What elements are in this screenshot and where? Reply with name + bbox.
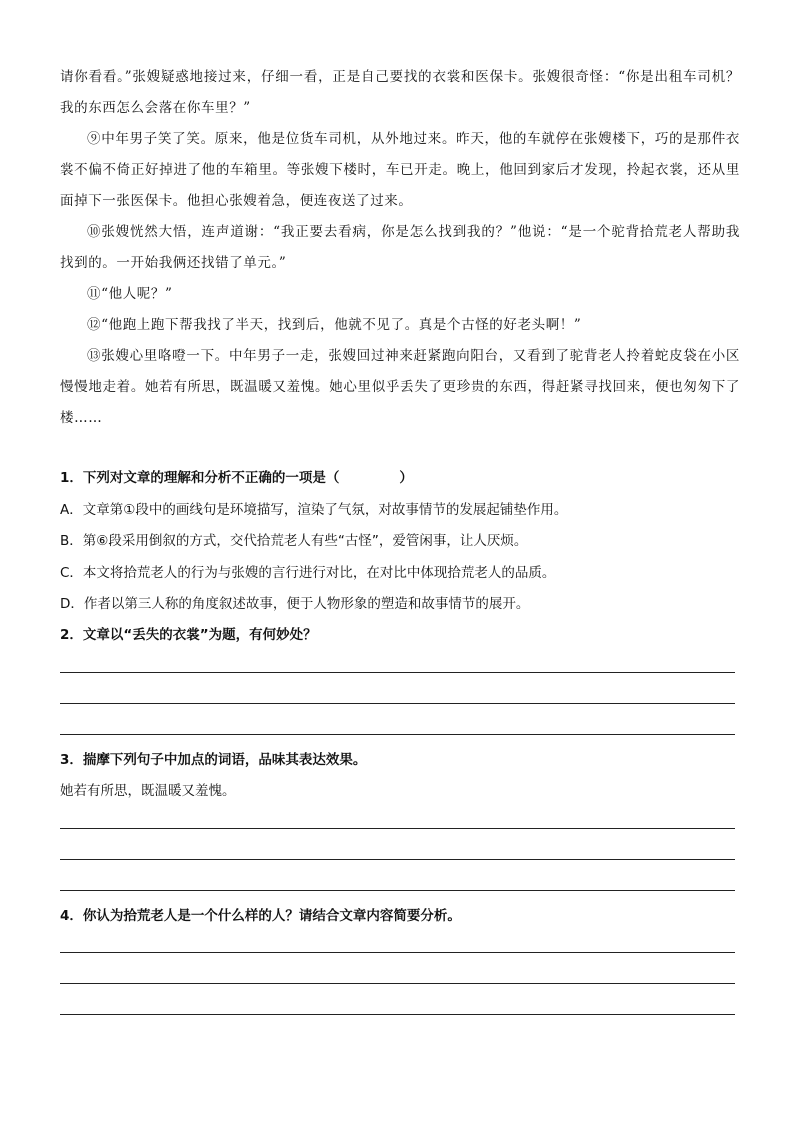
question-4-stem: 4．你认为拾荒老人是一个什么样的人？请结合文章内容简要分析。: [60, 908, 461, 924]
answer-line[interactable]: [60, 672, 735, 673]
question-2-stem: 2．文章以“丢失的衣裳”为题，有何妙处？: [60, 627, 317, 643]
question-1-stem-text: 1．下列对文章的理解和分析不正确的一项是（: [60, 470, 340, 486]
answer-line[interactable]: [60, 890, 735, 891]
answer-line[interactable]: [60, 1014, 735, 1015]
answer-line[interactable]: [60, 828, 735, 829]
passage-paragraph: ⑩张嫂恍然大悟，连声道谢：“我正要去看病，你是怎么找到我的？”他说：“是一个驼背拾荒老人帮助我找到的。一开始我俩还找错了单元。”: [60, 224, 740, 271]
answer-line[interactable]: [60, 983, 735, 984]
answer-line[interactable]: [60, 734, 735, 735]
reading-passage: [60, 62, 740, 434]
question-1-option-c[interactable]: C．本文将拾荒老人的行为与张嫂的言行进行对比，在对比中体现拾荒老人的品质。: [60, 565, 556, 581]
passage-paragraph: ⑫“他跑上跑下帮我找了半天，找到后，他就不见了。真是个古怪的好老头啊！”: [87, 317, 582, 333]
question-1-option-d[interactable]: D．作者以第三人称的角度叙述故事，便于人物形象的塑造和故事情节的展开。: [60, 596, 530, 612]
question-1-stem-end: ）: [399, 470, 413, 486]
question-1-option-b[interactable]: B．第⑥段采用倒叙的方式，交代拾荒老人有些“古怪”，爱管闲事，让人厌烦。: [60, 533, 528, 549]
passage-paragraph: ⑨中年男子笑了笑。原来，他是位货车司机，从外地过来。昨天，他的车就停在张嫂楼下，巧的是那件衣裳不偏不倚正好掉进了他的车箱里。等张嫂下楼时，车已开走。晚上，他回到家后才发现，拎起衣裳，还从里面掉下一张医保卡。他担心张嫂着急，便连夜送了过来。: [60, 131, 740, 209]
question-1-stem: [60, 468, 750, 488]
passage-paragraph: ⑬张嫂心里咯噔一下。中年男子一走，张嫂回过神来赶紧跑向阳台，又看到了驼背老人拎着蛇皮袋在小区慢慢地走着。她若有所思，既温暖又羞愧。她心里似乎丢失了更珍贵的东西，得赶紧寻找回来，便也匆匆下了楼……: [60, 348, 740, 426]
question-1-option-a[interactable]: A．文章第①段中的画线句是环境描写，渲染了气氛，对故事情节的发展起铺垫作用。: [60, 502, 568, 518]
passage-paragraph: ⑪“他人呢？”: [87, 286, 173, 302]
passage-paragraph: 请你看看。”张嫂疑惑地接过来，仔细一看，正是自己要找的衣裳和医保卡。张嫂很奇怪：“你是出租车司机？我的东西怎么会落在你车里？”: [60, 69, 740, 116]
answer-line[interactable]: [60, 859, 735, 860]
question-3-stem: 3．揣摩下列句子中加点的词语，品味其表达效果。: [60, 752, 367, 768]
question-3-sentence: 她若有所思，既温暖又羞愧。: [60, 783, 236, 799]
answer-line[interactable]: [60, 952, 735, 953]
answer-line[interactable]: [60, 703, 735, 704]
